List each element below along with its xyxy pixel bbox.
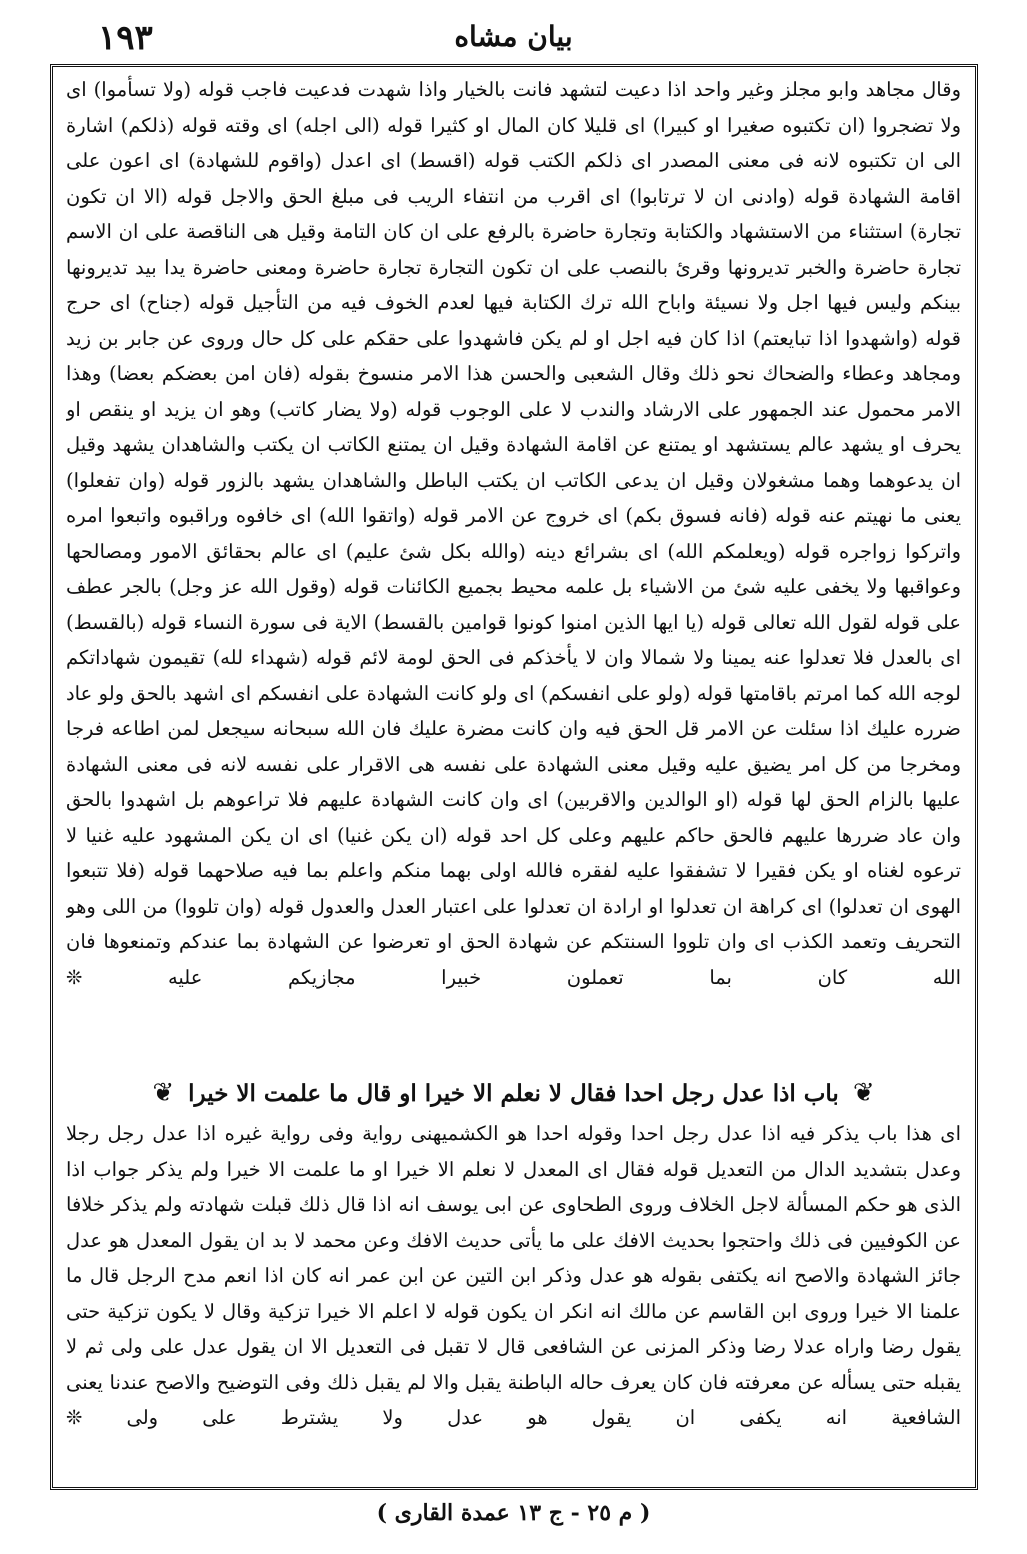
chapter-heading-text: باب اذا عدل رجل احدا فقال لا نعلم الا خيرا او قال ما علمت الا خيرا: [188, 1079, 839, 1107]
commentary-block-1: وقال مجاهد وابو مجلز وغير واحد اذا دعيت لتشهد فانت بالخيار واذا شهدت فدعيت فاجب قوله (ولا تسأموا) اى ولا تضجروا (ان تكتبوه صغيرا او كبيرا) اى قليلا كان المال او كثيرا قوله (الى اجله) اى وقته قوله (ذلكم) اشارة الى ان تكتبوه لانه فى معنى المصدر اى ذلكم الكتب قوله (اقسط) اى اعدل (واقوم للشهادة) اى اعون على اقامة الشهادة قوله (وادنى ان لا ترتابوا) اى اقرب من انتفاء الريب فى مبلغ الحق والاجل قوله (الا ان تكون تجارة) استثناء من الاستشهاد والكتابة وتجارة حاضرة بالرفع على ان كان التامة وقيل هى الناقصة على ان الاسم تجارة حاضرة والخبر تديرونها وقرئ بالنصب على ان تكون التجارة تجارة حاضرة ومعنى حاضرة يدا بيد تديرونها بينكم وليس فيها اجل ولا نسيئة واباح الله ترك الكتابة فيها لعدم الخوف فيه من التأجيل قوله (جناح) اى حرج قوله (واشهدوا اذا تبايعتم) اذا كان فيه اجل او لم يكن فاشهدوا على حقكم على كل حال وروى عن جابر بن زيد ومجاهد وعطاء والضحاك نحو ذلك وقال الشعبى والحسن هذا الامر منسوخ بقوله (فان امن بعضكم بعضا) وهذا الامر محمول عند الجمهور على الارشاد والندب لا على الوجوب قوله (ولا يضار كاتب) وهو ان يزيد او ينقص او يحرف او يشهد عالم يستشهد او يمتنع عن اقامة الشهادة وقيل ان يمتنع الكاتب ان يكتب والشاهدان يشهد وقيل ان يدعوهما وهما مشغولان وقيل ان يدعى الكاتب ان يكتب الباطل والشاهدان يشهد بالزور قوله (وان تفعلوا) يعنى ما نهيتم عنه قوله (فانه فسوق بكم) اى خروج عن الامر قوله (واتقوا الله) اى خافوه وراقبوه واتبعوا امره واتركوا زواجره قوله (ويعلمكم الله) اى بشرائع دينه (والله بكل شئ عليم) اى عالم بحقائق الامور ومصالحها وعواقبها ولا يخفى عليه شئ من الاشياء بل علمه محيط بجميع الكائنات قوله (وقول الله عز وجل) بالجر عطف على قوله لقول الله تعالى قوله (يا ايها الذين امنوا كونوا قوامين بالقسط) الاية فى سورة النساء قوله (بالقسط) اى بالعدل فلا تعدلوا عنه يمينا ولا شمالا وان لا يأخذكم فى الحق لومة لائم قوله (شهداء لله) تقيمون شهاداتكم لوجه الله كما امرتم باقامتها قوله (ولو على انفسكم) اى ولو كانت الشهادة على انفسكم اى اشهد بالحق ولو عاد ضرره عليك اذا سئلت عن الامر قل الحق فيه وان كانت مضرة عليك فان الله سبحانه سيجعل لمن اطاعه فرجا ومخرجا من كل امر يضيق عليه وقيل معنى الشهادة على نفسه هى الاقرار على نفسه لانه فى معنى الشهادة عليها بالزام الحق لها قوله (او الوالدين والاقربين) اى وان كانت الشهادة عليهم فلا تراعوهم بل اشهدوا بالحق وان عاد ضررها عليهم فالحق حاكم عليهم وعلى كل احد قوله (ان يكن غنيا) اى ان يكن المشهود عليه غنيا لا ترعوه لغناه او يكن فقيرا لا تشفقوا عليه لفقره فالله اولى بهما منكم واعلم بما فيه صلاحهما قوله (فلا تتبعوا الهوى ان تعدلوا) اى كراهة ان تعدلوا او ارادة ان تعدلوا على اعتبار العدل والعدول قوله (وان تلووا) من اللى وهو التحريف وتعمد الكذب اى وان تلووا السنتكم عن شهادة الحق او تعرضوا عن الشهادة بما عندكم وتمنعوها فان الله كان بما تعملون خبيرا مجازيكم عليه ❊: [66, 78, 961, 989]
running-title: بيان مشاه: [454, 20, 573, 53]
page-number: ١٩٣: [98, 18, 153, 58]
ornament-left-icon: ❦: [152, 1078, 175, 1108]
signature-line: ( م ٢٥ - ج ١٣ عمدة القارى ): [376, 1500, 651, 1526]
chapter-heading: [100, 1074, 927, 1112]
ornament-right-icon: ❦: [852, 1078, 875, 1108]
commentary-block-2: اى هذا باب يذكر فيه اذا عدل رجل احدا وقوله احدا هو الكشميهنى رواية وفى رواية غيره اذا عدل رجل رجلا وعدل بتشديد الدال من التعديل قوله فقال اى المعدل لا نعلم الا خيرا او ما علمت الا خيرا ولم يذكر جواب اذا الذى هو حكم المسألة لاجل الخلاف وروى الطحاوى عن ابى يوسف انه اذا قال ذلك قبلت شهادته ولم يذكر خلافا عن الكوفيين فى ذلك واحتجوا بحديث الافك على ما يأتى حديث الافك وعن محمد لا بد ان يقول المعدل هو عدل جائز الشهادة والاصح انه يكتفى بقوله هو عدل وذكر ابن التين عن ابن عمر انه كان اذا انعم مدح الرجل قال ما علمنا الا خيرا وروى ابن القاسم عن مالك انه انكر ان يكون قوله لا اعلم الا خيرا تزكية وقال لا يكون تزكية حتى يقول رضا واراه عدلا رضا وذكر المزنى عن الشافعى قال لا تقبل فى التعديل الا ان يقول عدل على ولى ثم لا يقبله حتى يسأله عن معرفته فان كان يعرف حاله الباطنة يقبل والا لم يقبل ذلك وفى التوضيح والاصح عندنا يعنى الشافعية انه يكفى ان يقول هو عدل ولا يشترط على ولى ❊: [66, 1122, 961, 1429]
